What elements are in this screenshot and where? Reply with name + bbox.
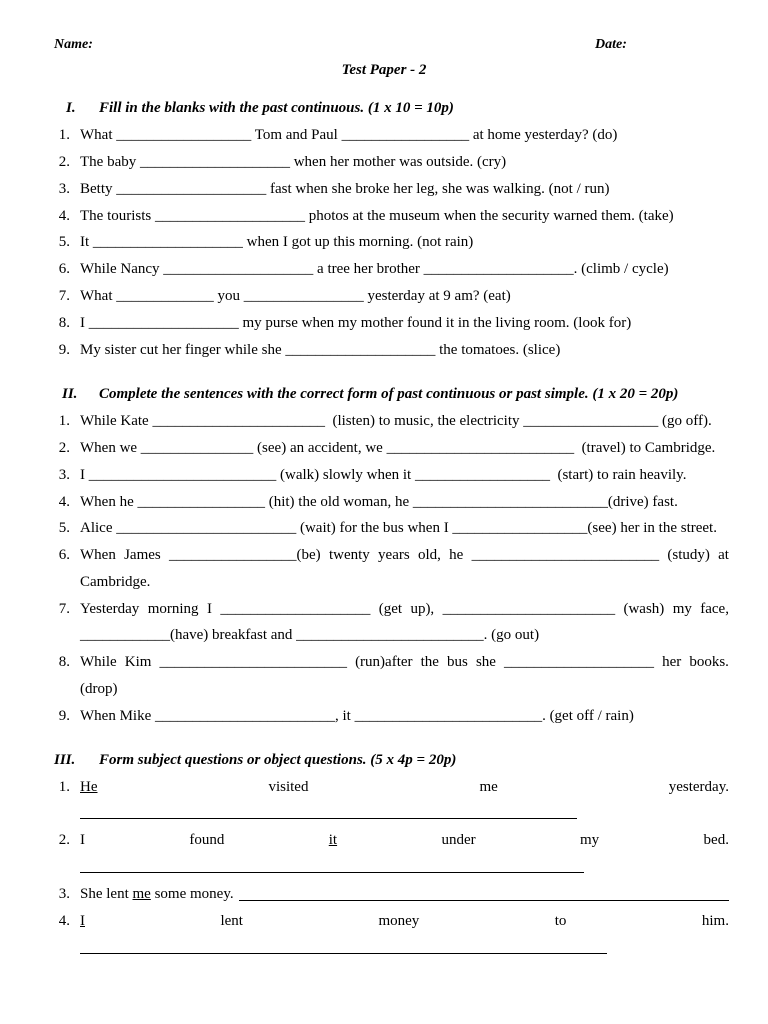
name-label: Name:	[54, 37, 93, 52]
exercise-item: I _________________________ (walk) slowly when it __________________ (start) to rain heavily.	[80, 467, 687, 483]
underlined-word: He	[80, 779, 98, 795]
answer-line[interactable]	[80, 872, 584, 873]
word: she	[475, 654, 496, 670]
item-number: 6.	[58, 261, 70, 277]
word: While	[80, 654, 117, 670]
exercise-item: When we _______________ (see) an accident, we _________________________ (travel) to Cambridge.	[80, 440, 716, 456]
exercise-item-continuation: ____________(have) breakfast and _________________________. (go out)	[80, 627, 540, 643]
exercise-item-7	[80, 601, 729, 618]
question-2	[80, 832, 729, 849]
word: morning	[147, 601, 199, 617]
word: books.	[689, 654, 729, 670]
word: the	[420, 654, 439, 670]
date-label: Date:	[595, 37, 627, 52]
exercise-item: The tourists ____________________ photos at the museum when the security warned them. (take)	[80, 208, 674, 224]
underlined-word: me	[132, 886, 151, 902]
word: I	[80, 832, 85, 848]
word: I	[206, 601, 212, 617]
word: under	[441, 832, 476, 848]
item-number: 3.	[58, 467, 70, 483]
exercise-item: What _____________ you ________________ yesterday at 9 am? (eat)	[80, 288, 511, 304]
word: _________________________	[471, 547, 660, 563]
item-number: 8.	[58, 654, 70, 670]
word: ____________________	[220, 601, 371, 617]
item-number: 1.	[58, 779, 70, 795]
exercise-item-continuation: Cambridge.	[80, 574, 151, 590]
exercise-item: It ____________________ when I got up this morning. (not rain)	[80, 234, 474, 250]
word: at	[718, 547, 729, 563]
item-number: 2.	[58, 440, 70, 456]
exercise-item-8	[80, 654, 729, 671]
word: When	[80, 547, 116, 563]
item-number: 4.	[58, 494, 70, 510]
question-1	[80, 779, 729, 796]
word: me	[479, 779, 498, 795]
item-number: 1.	[58, 413, 70, 429]
word: bus	[447, 654, 468, 670]
item-number: 2.	[58, 832, 70, 848]
underlined-word: I	[80, 913, 85, 929]
section-2-roman: II.	[62, 386, 78, 402]
exercise-item: The baby ____________________ when her mother was outside. (cry)	[80, 154, 507, 170]
answer-line[interactable]	[239, 900, 729, 901]
item-number: 8.	[58, 315, 70, 331]
word: James	[124, 547, 161, 563]
question-3	[80, 886, 234, 903]
item-number: 3.	[58, 886, 70, 902]
exercise-item: When he _________________ (hit) the old woman, he __________________________(drive) fast.	[80, 494, 678, 510]
word: Yesterday	[80, 601, 140, 617]
item-number: 4.	[58, 913, 70, 929]
item-number: 1.	[58, 127, 70, 143]
section-2-heading: Complete the sentences with the correct form of past continuous or past simple. (1 x 20 = 20p)	[99, 386, 679, 402]
word: lent	[220, 913, 243, 929]
word: (run)after	[355, 654, 413, 670]
word: (study)	[667, 547, 710, 563]
exercise-item: When Mike ________________________, it _________________________. (get off / rain)	[80, 708, 634, 724]
page-title: Test Paper - 2	[341, 62, 427, 78]
exercise-item: I ____________________ my purse when my mother found it in the living room. (look for)	[80, 315, 632, 331]
word: old,	[417, 547, 441, 563]
item-number: 6.	[58, 547, 70, 563]
exercise-item: While Nancy ____________________ a tree her brother ____________________. (climb / cycle)	[80, 261, 669, 277]
word: bed.	[703, 832, 729, 848]
word: my	[672, 601, 692, 617]
word: years	[378, 547, 410, 563]
word: him.	[701, 913, 729, 929]
word: face,	[700, 601, 729, 617]
answer-line[interactable]	[80, 818, 577, 819]
section-3-heading: Form subject questions or object questions. (5 x 4p = 20p)	[99, 752, 457, 768]
item-number: 9.	[58, 708, 70, 724]
section-3-roman: III.	[54, 752, 76, 768]
word: her	[662, 654, 682, 670]
word: to	[554, 913, 567, 929]
word: (get	[378, 601, 403, 617]
item-number: 7.	[58, 601, 70, 617]
word: ____________________	[504, 654, 655, 670]
word: up),	[410, 601, 435, 617]
exercise-item: My sister cut her finger while she ____________________ the tomatoes. (slice)	[80, 342, 561, 358]
word: some money.	[150, 886, 234, 902]
exercise-item: What __________________ Tom and Paul _________________ at home yesterday? (do)	[80, 127, 618, 143]
item-number: 3.	[58, 181, 70, 197]
word: _________________________	[159, 654, 347, 670]
exercise-item: Alice ________________________ (wait) for the bus when I __________________(see) her in the street.	[80, 520, 717, 536]
item-number: 5.	[58, 520, 70, 536]
word: yesterday.	[668, 779, 729, 795]
word: She lent	[80, 886, 133, 902]
word: found	[189, 832, 225, 848]
underlined-word: it	[328, 832, 338, 848]
answer-line[interactable]	[80, 953, 607, 954]
item-number: 5.	[58, 234, 70, 250]
exercise-item: Betty ____________________ fast when she broke her leg, she was walking. (not / run)	[80, 181, 610, 197]
exercise-item: While Kate _______________________ (listen) to music, the electricity __________________ (go off).	[80, 413, 712, 429]
word: my	[580, 832, 600, 848]
item-number: 2.	[58, 154, 70, 170]
item-number: 4.	[58, 208, 70, 224]
item-number: 9.	[58, 342, 70, 358]
word: money	[378, 913, 420, 929]
word: Kim	[124, 654, 152, 670]
word: _______________________	[442, 601, 616, 617]
word: he	[449, 547, 464, 563]
item-number: 7.	[58, 288, 70, 304]
question-4	[80, 913, 729, 930]
word: (wash)	[623, 601, 665, 617]
exercise-item-continuation: (drop)	[80, 681, 118, 697]
word: twenty	[328, 547, 370, 563]
section-1-heading: Fill in the blanks with the past continuous. (1 x 10 = 10p)	[99, 100, 454, 116]
word: visited	[268, 779, 309, 795]
section-1-roman: I.	[66, 100, 76, 116]
exercise-item-6	[80, 547, 729, 564]
word: _________________(be)	[169, 547, 321, 563]
